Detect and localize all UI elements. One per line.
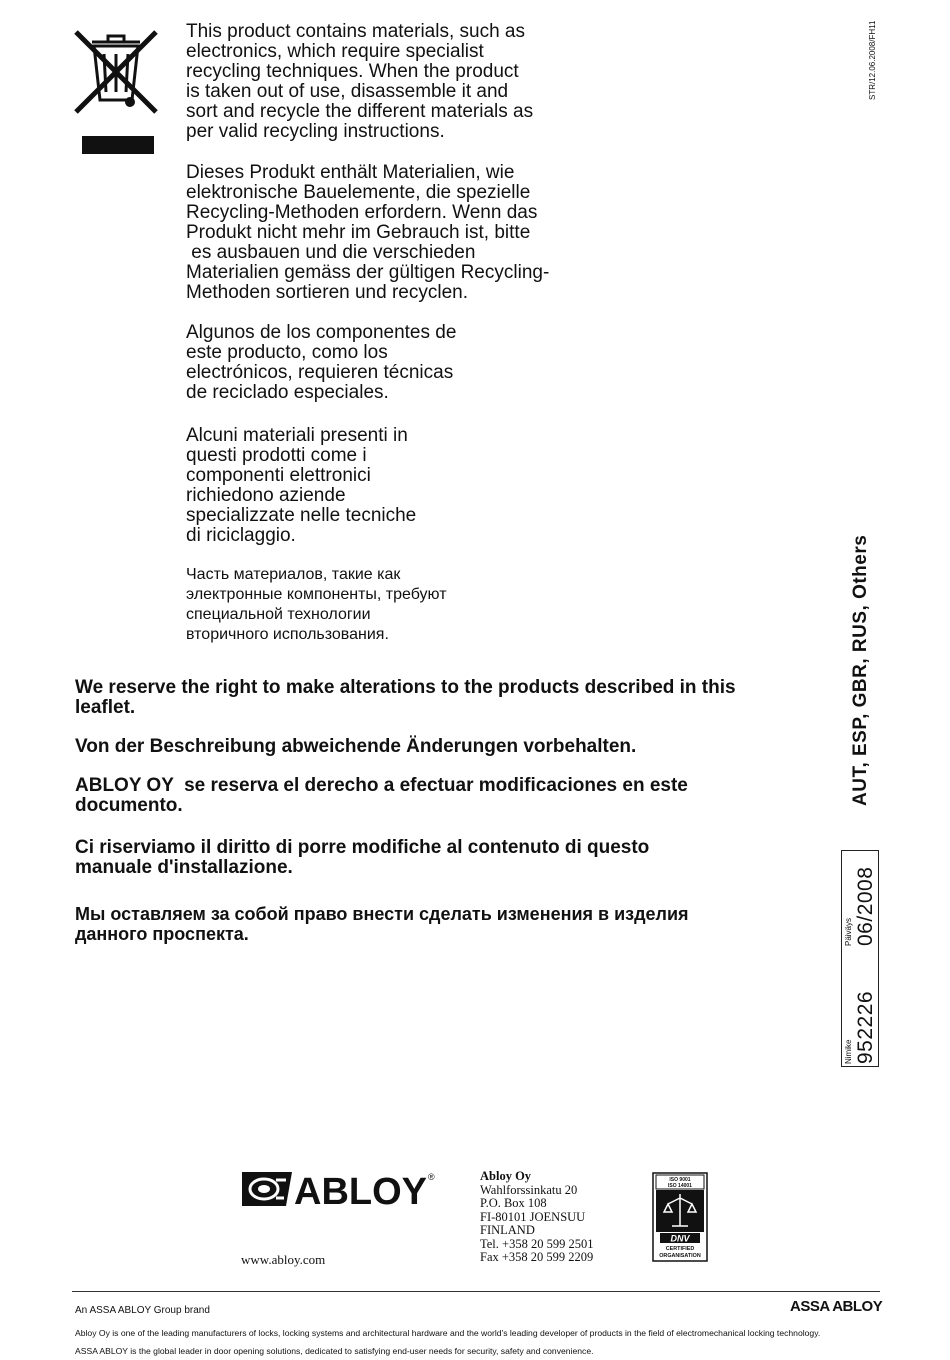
notice-es: ABLOY OY se reserva el derecho a efectuar modificaciones en este documento.: [75, 775, 688, 816]
date-value: 06/2008: [854, 866, 877, 946]
weee-recycling-icon: [70, 26, 162, 156]
notice-ru: Мы оставляем за собой право внести сделать изменения в изделия данного проспекта.: [75, 904, 689, 944]
svg-text:CERTIFIED: CERTIFIED: [665, 1246, 695, 1252]
about-assa-abloy-text: ASSA ABLOY is the global leader in door opening solutions, dedicated to satisfying end-user needs for security, safety and convenience.: [75, 1346, 594, 1356]
assa-abloy-logo: ASSA ABLOY: [790, 1298, 883, 1315]
abloy-logo: [240, 1168, 440, 1210]
notice-it: Ci riserviamo il diritto di porre modifiche al contenuto di questo manuale d'installazione.: [75, 837, 650, 878]
dnv-certification-icon: [652, 1172, 708, 1262]
website-link[interactable]: www.abloy.com: [241, 1252, 326, 1267]
recycling-text-ru: Часть материалов, такие как электронные компоненты, требуют специальной технологии вторичного использования.: [186, 566, 447, 643]
svg-text:ISO 14001: ISO 14001: [668, 1183, 692, 1189]
name-label: Nimike: [844, 1039, 853, 1064]
svg-text:DNV: DNV: [670, 1233, 690, 1244]
notice-de: Von der Beschreibung abweichende Änderungen vorbehalten.: [75, 736, 637, 757]
name-value: 952226: [854, 990, 877, 1064]
recycling-text-es: Algunos de los componentes de este producto, como los electrónicos, requieren técnicas de reciclado especiales.: [186, 322, 457, 403]
recycling-text-it: Alcuni materiali presenti in questi prodotti come i componenti elettronici richiedono aziende specializzate nelle tecniche di riciclaggio.: [186, 425, 417, 546]
date-label: Päiväys: [844, 917, 853, 946]
language-codes: AUT, ESP, GBR, RUS, Others: [850, 534, 871, 806]
about-abloy-text: Abloy Oy is one of the leading manufacturers of locks, locking systems and architectural hardware and the world's leading developer of products in the field of electromechanical locking technology.: [75, 1328, 821, 1338]
svg-text:ISO 9001: ISO 9001: [669, 1177, 691, 1183]
abloy-key-icon: [242, 1172, 292, 1206]
company-address: Abloy Oy Wahlforssinkatu 20 P.O. Box 108 FI-80101 JOENSUU FINLAND Tel. +358 20 599 2501 Fax +358 20 599 2209: [480, 1169, 594, 1264]
document-code: STR/12.06.2008/FH11: [868, 20, 877, 100]
recycling-text-de: Dieses Produkt enthält Materialien, wie elektronische Bauelemente, die spezielle Recycling-Methoden erfordern. Wenn das Produkt nicht mehr im Gebrauch ist, bitte es ausbauen und die verschieden Materialien gemäss der gültigen Recycling- Methoden sortieren und recyclen.: [186, 162, 550, 303]
group-brand-line: An ASSA ABLOY Group brand: [75, 1305, 210, 1316]
footer-divider: [72, 1291, 880, 1292]
abloy-logo-text: ABLOY: [294, 1171, 427, 1210]
notice-en: We reserve the right to make alterations to the products described in this leaflet.: [75, 677, 736, 718]
recycling-text-en: This product contains materials, such as electronics, which require specialist recycling techniques. When the product is taken out of use, disassemble it and sort and recycle the different materials as per valid recycling instructions.: [186, 21, 534, 142]
svg-text:ORGANISATION: ORGANISATION: [659, 1253, 701, 1259]
document-id-box: [841, 850, 879, 1067]
svg-text:®: ®: [428, 1172, 435, 1182]
